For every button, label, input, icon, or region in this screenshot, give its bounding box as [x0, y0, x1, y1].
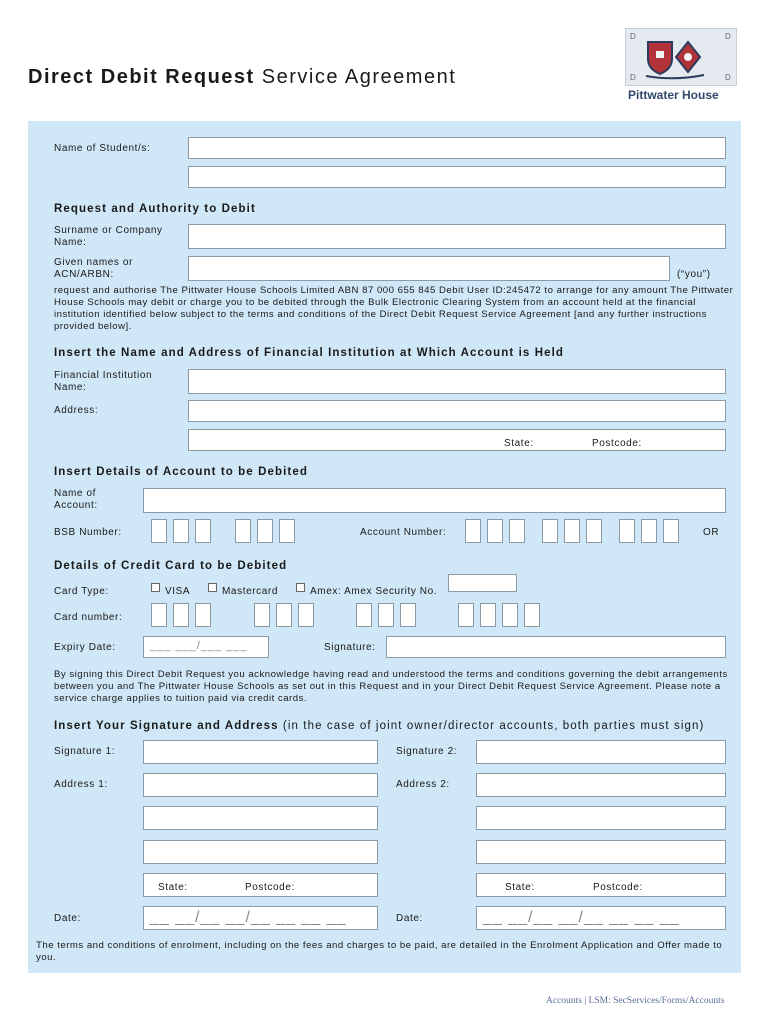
card-digit-cell[interactable] [524, 603, 540, 627]
address-2-line-4[interactable] [476, 873, 726, 897]
surname-label: Surname or Company Name: [54, 225, 163, 248]
signature-1-label: Signature 1: [54, 746, 116, 757]
account-name-field[interactable] [143, 488, 726, 513]
card-digit-cell[interactable] [195, 603, 211, 627]
institution-address-label: Address: [54, 405, 99, 416]
account-digit-cell[interactable] [663, 519, 679, 543]
bsb-digit-cell[interactable] [235, 519, 251, 543]
student-name-label: Name of Student/s: [54, 143, 151, 154]
date-1-field[interactable] [143, 906, 378, 930]
account-heading: Insert Details of Account to be Debited [54, 466, 308, 478]
signature-heading: Insert Your Signature and Address (in the case of joint owner/director accounts, both parties must sign) [54, 720, 705, 732]
institution-address-field[interactable] [188, 400, 726, 422]
logo-name: Pittwater House [628, 88, 719, 102]
card-signature-label: Signature: [324, 642, 376, 653]
address-1-line-2[interactable] [143, 806, 378, 830]
mastercard-checkbox[interactable] [208, 583, 217, 592]
address-2-label: Address 2: [396, 779, 450, 790]
logo-letter: D [630, 32, 637, 41]
account-digit-cell[interactable] [564, 519, 580, 543]
date-2-label: Date: [396, 913, 423, 924]
institution-name-label: Financial Institution Name: [54, 370, 153, 393]
expiry-placeholder: ___ ___/___ ___ [150, 640, 248, 652]
institution-name-field[interactable] [188, 369, 726, 394]
you-label: (“you”) [677, 269, 711, 280]
card-type-label: Card Type: [54, 586, 109, 597]
card-digit-cell[interactable] [173, 603, 189, 627]
account-digit-cell[interactable] [509, 519, 525, 543]
date-1-label: Date: [54, 913, 81, 924]
card-acknowledgement: By signing this Direct Debit Request you acknowledge having read and understood the terms and conditions governing the debit arrangements between you and The Pittwater House Schools as set out in this Request and in your Direct Debit Request Service Agreement. Please note a service charge applies to tuition paid via credit cards. [54, 669, 728, 704]
address-1-line-4[interactable] [143, 873, 378, 897]
card-digit-cell[interactable] [254, 603, 270, 627]
bsb-digit-cell[interactable] [173, 519, 189, 543]
card-digit-cell[interactable] [151, 603, 167, 627]
account-digit-cell[interactable] [465, 519, 481, 543]
logo-letter: D [725, 32, 732, 41]
bsb-label: BSB Number: [54, 527, 122, 538]
date-2-placeholder: __ __/__ __/__ __ __ __ [483, 909, 680, 926]
card-heading: Details of Credit Card to be Debited [54, 560, 288, 572]
address-2-line-2[interactable] [476, 806, 726, 830]
address-2-postcode-label: Postcode: [593, 882, 643, 893]
account-digit-cell[interactable] [487, 519, 503, 543]
institution-address-field-2[interactable] [188, 429, 726, 451]
institution-state-label: State: [504, 438, 534, 449]
given-names-label: Given names or ACN/ARBN: [54, 257, 133, 280]
card-digit-cell[interactable] [400, 603, 416, 627]
page-title: Direct Debit Request Service Agreement [28, 66, 457, 88]
signature-1-field[interactable] [143, 740, 378, 764]
signature-2-label: Signature 2: [396, 746, 458, 757]
visa-label: VISA [165, 586, 191, 597]
account-digit-cell[interactable] [619, 519, 635, 543]
footer-reference: Accounts | LSM: SecServices/Forms/Accounts [546, 996, 725, 1006]
card-digit-cell[interactable] [276, 603, 292, 627]
account-name-label: Name of Account: [54, 488, 98, 511]
account-digit-cell[interactable] [542, 519, 558, 543]
mastercard-label: Mastercard [222, 586, 279, 597]
address-1-label: Address 1: [54, 779, 108, 790]
date-2-field[interactable] [476, 906, 726, 930]
address-2-line-1[interactable] [476, 773, 726, 797]
address-2-line-3[interactable] [476, 840, 726, 864]
card-digit-cell[interactable] [480, 603, 496, 627]
logo-letter: D [725, 73, 732, 82]
card-digit-cell[interactable] [378, 603, 394, 627]
card-digit-cell[interactable] [458, 603, 474, 627]
bsb-digit-cell[interactable] [195, 519, 211, 543]
card-signature-field[interactable] [386, 636, 726, 658]
bsb-digit-cell[interactable] [151, 519, 167, 543]
amex-checkbox[interactable] [296, 583, 305, 592]
authority-paragraph: request and authorise The Pittwater House Schools Limited ABN 87 000 655 845 Debit User ID:245472 to arrange for any amount The Pittwater House Schools may debit or charge you to be debited through the Bulk Electronic Clearing System from an account held at the financial institution identified below subject to the terms and conditions of the Direct Debit Request Service Agreement [and any further instructions provided below]. [54, 285, 734, 332]
student-name-field-1[interactable] [188, 137, 726, 159]
student-name-field-2[interactable] [188, 166, 726, 188]
authority-heading: Request and Authority to Debit [54, 203, 256, 215]
bsb-digit-cell[interactable] [257, 519, 273, 543]
address-1-line-1[interactable] [143, 773, 378, 797]
given-names-field[interactable] [188, 256, 670, 281]
expiry-label: Expiry Date: [54, 642, 116, 653]
account-digit-cell[interactable] [586, 519, 602, 543]
school-logo [625, 28, 737, 86]
account-digit-cell[interactable] [641, 519, 657, 543]
address-1-line-3[interactable] [143, 840, 378, 864]
account-number-label: Account Number: [360, 527, 447, 538]
amex-label: Amex: Amex Security No. [310, 586, 438, 597]
date-1-placeholder: __ __/__ __/__ __ __ __ [150, 909, 347, 926]
card-number-label: Card number: [54, 612, 123, 623]
institution-postcode-label: Postcode: [592, 438, 642, 449]
visa-checkbox[interactable] [151, 583, 160, 592]
logo-letter: D [630, 73, 637, 82]
amex-security-field[interactable] [448, 574, 517, 592]
card-digit-cell[interactable] [298, 603, 314, 627]
surname-field[interactable] [188, 224, 726, 249]
card-digit-cell[interactable] [502, 603, 518, 627]
address-2-state-label: State: [505, 882, 535, 893]
terms-note: The terms and conditions of enrolment, including on the fees and charges to be paid, are detailed in the Enrolment Application and Offer made to you. [36, 940, 723, 963]
institution-heading: Insert the Name and Address of Financial Institution at Which Account is Held [54, 347, 565, 359]
address-1-postcode-label: Postcode: [245, 882, 295, 893]
crest-icon [626, 29, 736, 85]
address-1-state-label: State: [158, 882, 188, 893]
signature-2-field[interactable] [476, 740, 726, 764]
or-label: OR [703, 527, 720, 538]
expiry-field[interactable] [143, 636, 269, 658]
card-digit-cell[interactable] [356, 603, 372, 627]
bsb-digit-cell[interactable] [279, 519, 295, 543]
